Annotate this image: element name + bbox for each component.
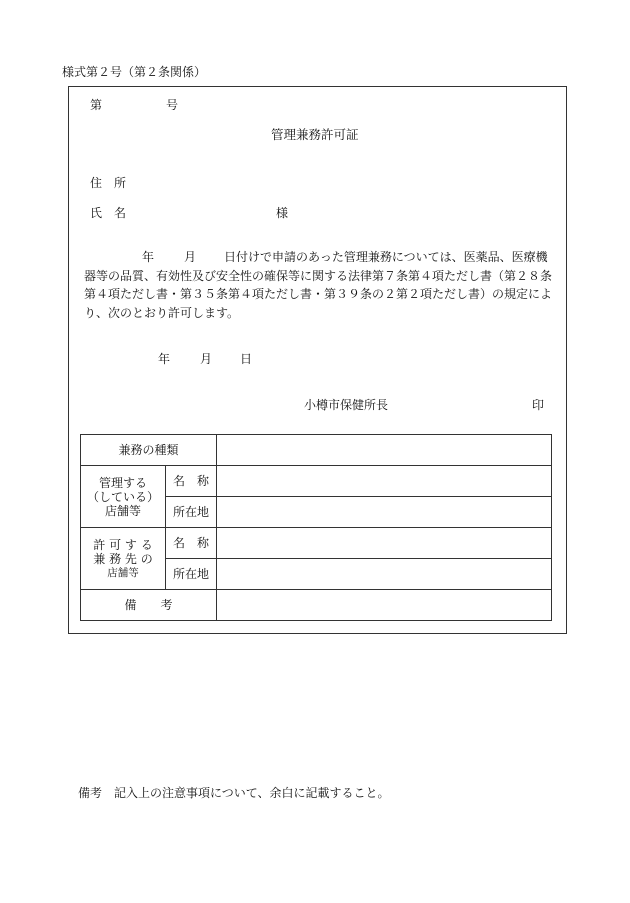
issue-date bbox=[158, 351, 252, 367]
table-row bbox=[81, 466, 552, 497]
field-concurrent-name[interactable] bbox=[217, 528, 552, 559]
row-label-type: 兼務の種類 bbox=[81, 435, 217, 466]
body-text: 日付けで申請のあった管理兼務については、医薬品、医療機器等の品質、有効性及び安全性の確保等に関する法律第７条第４項ただし書（第２８条第４項ただし書・第３５条第４項ただし書・第３９条の２第２項ただし書）の規定により、次のとおり許可します。 bbox=[84, 250, 553, 320]
honorific: 様 bbox=[276, 206, 289, 220]
field-managed-location[interactable] bbox=[217, 497, 552, 528]
number-suffix: 号 bbox=[166, 98, 179, 112]
name-label: 氏 名 bbox=[90, 206, 127, 220]
field-type-value[interactable] bbox=[217, 435, 552, 466]
body-year: 年 bbox=[142, 250, 155, 264]
date-day: 日 bbox=[240, 352, 253, 366]
form-id: 様式第２号（第２条関係） bbox=[62, 65, 207, 79]
address-label: 住 所 bbox=[90, 176, 127, 190]
table-row bbox=[81, 528, 552, 559]
concurrent-name-label: 名 称 bbox=[166, 528, 217, 559]
remarks-label: 備 考 bbox=[81, 590, 217, 621]
table-row bbox=[81, 435, 552, 466]
field-remarks[interactable] bbox=[217, 590, 552, 621]
permit-number bbox=[90, 97, 178, 113]
footer-note: 備考 記入上の注意事項について、余白に記載すること。 bbox=[78, 786, 390, 800]
concurrent-location-label: 所在地 bbox=[166, 559, 217, 590]
seal-mark: 印 bbox=[532, 398, 545, 412]
table-row bbox=[81, 590, 552, 621]
group-label-concurrent-store: 許 可 す る 兼 務 先 の 店舗等 bbox=[81, 528, 166, 590]
number-prefix: 第 bbox=[90, 98, 103, 112]
date-month: 月 bbox=[200, 352, 213, 366]
body-month: 月 bbox=[184, 250, 197, 264]
field-concurrent-location[interactable] bbox=[217, 559, 552, 590]
group-label-managed-store: 管理する （している） 店舗等 bbox=[81, 466, 166, 528]
managed-name-label: 名 称 bbox=[166, 466, 217, 497]
issuer: 小樽市保健所長 bbox=[304, 398, 389, 412]
permit-body bbox=[84, 248, 556, 322]
date-year: 年 bbox=[158, 352, 171, 366]
permit-table bbox=[80, 434, 552, 621]
document-title: 管理兼務許可証 bbox=[271, 127, 359, 142]
field-managed-name[interactable] bbox=[217, 466, 552, 497]
managed-location-label: 所在地 bbox=[166, 497, 217, 528]
